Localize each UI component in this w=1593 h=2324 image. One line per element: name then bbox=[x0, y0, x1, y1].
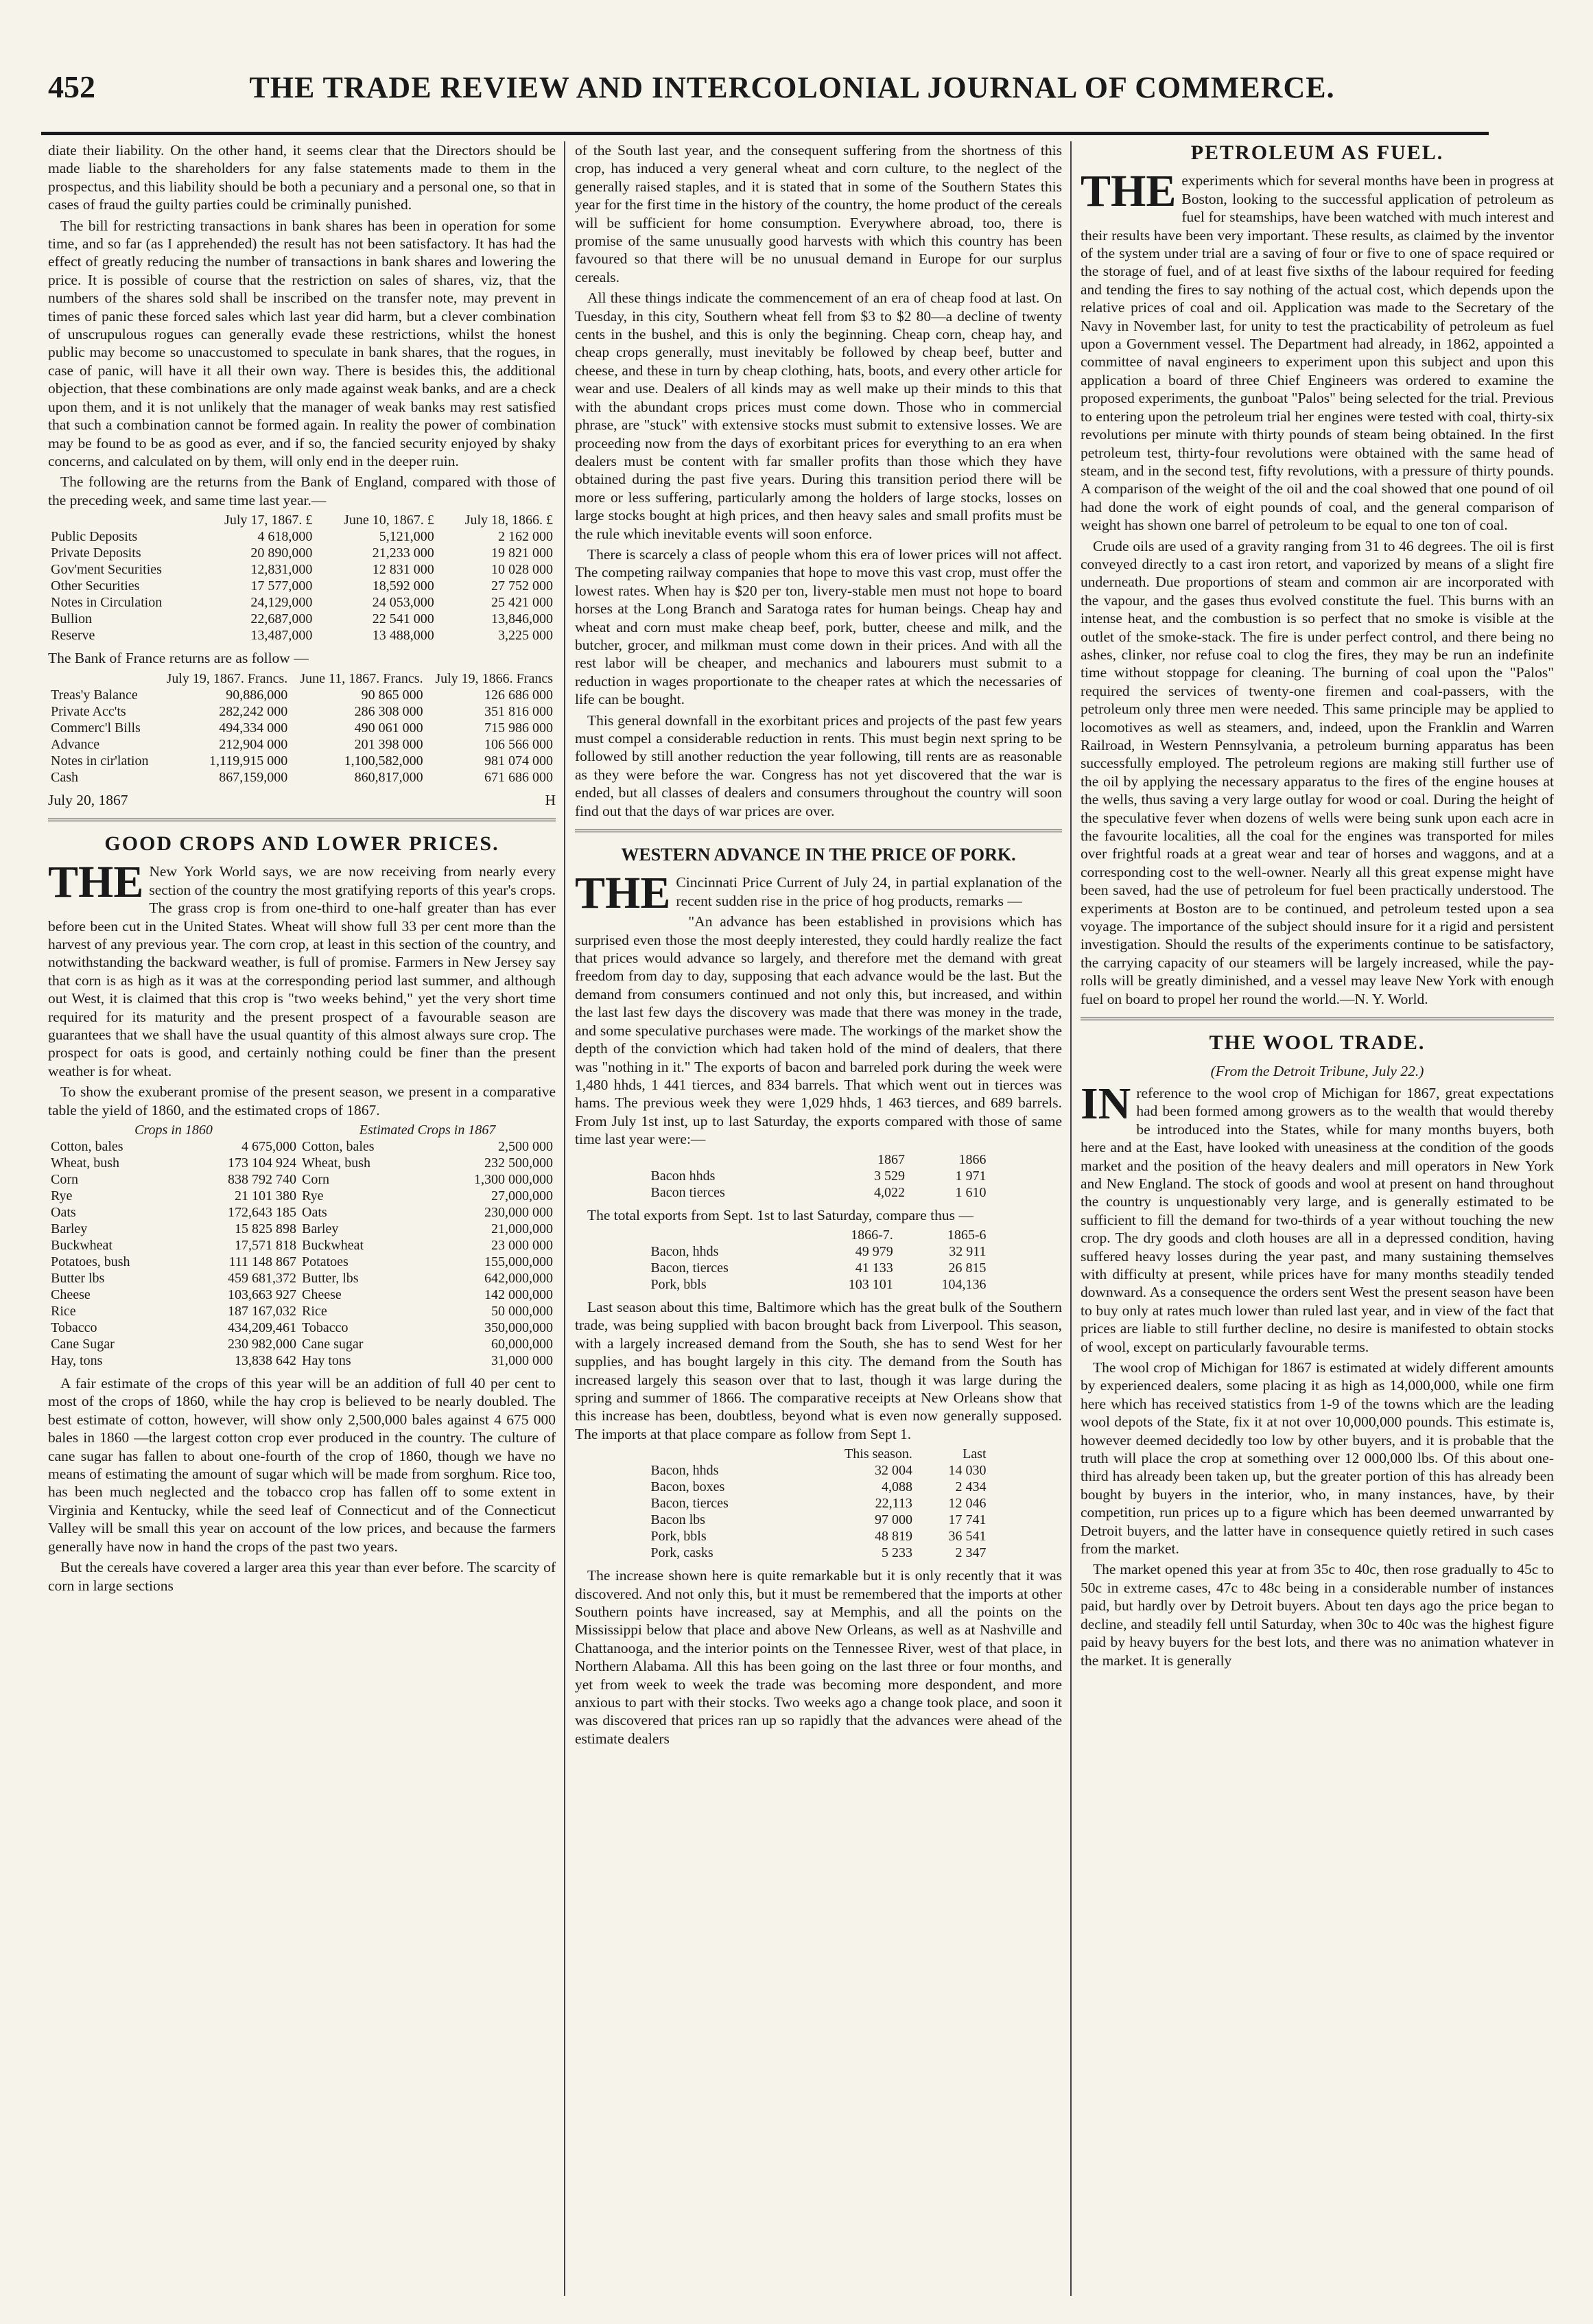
table-cell: 671 686 000 bbox=[484, 769, 553, 785]
table-cell: Private Acc'ts bbox=[51, 703, 126, 719]
bank-of-england-table bbox=[48, 512, 556, 644]
table-cell: 5 233 bbox=[881, 1545, 912, 1561]
table-row bbox=[48, 687, 556, 703]
table-cell: 3,225 000 bbox=[498, 628, 553, 644]
table-row bbox=[48, 1254, 556, 1270]
page-number: 452 bbox=[48, 69, 95, 104]
table-header: Crops in 1860 bbox=[134, 1123, 213, 1138]
table-header-row bbox=[648, 1151, 989, 1168]
table-row bbox=[48, 1204, 556, 1221]
table-cell: 12 831 000 bbox=[372, 562, 434, 578]
table-cell: Hay tons bbox=[302, 1353, 351, 1369]
table-cell: Bacon, hhds bbox=[650, 1463, 719, 1479]
table-cell: 49 979 bbox=[855, 1243, 893, 1259]
table-cell: 142 000,000 bbox=[484, 1287, 553, 1303]
table-cell: Potatoes bbox=[302, 1254, 349, 1270]
table-cell: 31,000 000 bbox=[491, 1353, 553, 1369]
table-cell: Bacon tierces bbox=[650, 1184, 725, 1200]
table-cell: 24 053,000 bbox=[372, 595, 434, 611]
table-row bbox=[48, 753, 556, 769]
table-cell: 1,119,915 000 bbox=[209, 753, 288, 768]
table-header-row bbox=[48, 670, 556, 687]
table-cell: 3 529 bbox=[873, 1168, 905, 1184]
paragraph: The following are the returns from the Bank of England, compared with those of the preceding week, and same time last year.— bbox=[48, 473, 556, 508]
table-cell: 4 618,000 bbox=[257, 529, 313, 545]
article-headline: THE WOOL TRADE. bbox=[1209, 1031, 1426, 1055]
table-row bbox=[648, 1260, 989, 1276]
table-cell: 212,904 000 bbox=[219, 736, 288, 752]
table-cell: 490 061 000 bbox=[354, 720, 423, 736]
table-cell: Other Securities bbox=[51, 578, 140, 594]
paragraph: The wool crop of Michigan for 1867 is estimated at widely different amounts by experienced dealers, some placing it as high as 14,000,000, while one firm here which has received statistics from 1-9 of the towns which are the leading wool depots of the State, fix it at not over 10,000,000 pounds. This estimate is, however deemed decidedly too low by other buyers, and it is probable that the truth will place the crop at something over 12 000,000 lbs. Of this about one-third has already been taken up, but the greater portion of this has already been bought by buyers in the interior, who, in many instances, have, by their competition, run prices up to a figure which has been deemed unwarranted by Detroit buyers, and the latter have in consequence quietly retired in such cases from the market. bbox=[1081, 1359, 1554, 1558]
table-cell: 21 101 380 bbox=[235, 1188, 297, 1204]
table-cell: 25 421 000 bbox=[491, 595, 553, 611]
table-cell: 103,663 927 bbox=[228, 1287, 297, 1303]
table-cell: 642,000,000 bbox=[484, 1271, 553, 1287]
table-cell: Pork, casks bbox=[650, 1545, 713, 1561]
table-cell: 17,571 818 bbox=[235, 1238, 297, 1254]
table-cell: Pork, bbls bbox=[650, 1529, 707, 1545]
table-row bbox=[48, 1352, 556, 1369]
table-cell: 1 971 bbox=[955, 1168, 987, 1184]
table-cell: Buckwheat bbox=[51, 1238, 113, 1254]
table-row bbox=[648, 1276, 989, 1293]
table-cell: 23 000 000 bbox=[491, 1238, 553, 1254]
paragraph: There is scarcely a class of people whom this era of lower prices will not affect. The competing railway companies that hope to move this vast crop, must offer the lowest rates. When hay is $20 per ton, livery-stable men must not hope to board horses at the Long Branch and Saratoga rates for human beings. Cheap hay and wheat and corn must make cheap beef, pork, butter, cheese and milk, and the butcher, grocer, and milkman must come down in their prices. And with all the rest labor will be cheaper, and mechanics and labourers must submit to a reduction in wages proportionate to the cheaper rates at which the necessaries of life can be bought. bbox=[575, 545, 1062, 708]
table-header: July 18, 1866. £ bbox=[464, 513, 553, 528]
table-row bbox=[48, 1287, 556, 1303]
table-cell: Barley bbox=[51, 1221, 88, 1237]
table-cell: Notes in cir'lation bbox=[51, 753, 149, 768]
table-cell: 41 133 bbox=[855, 1260, 893, 1276]
table-cell: Cash bbox=[51, 769, 78, 785]
table-cell: Reserve bbox=[51, 628, 95, 644]
table-cell: 173 104 924 bbox=[228, 1155, 297, 1171]
imports-table bbox=[648, 1446, 989, 1561]
paragraph: The bill for restricting transactions in bank shares has been in operation for some time, and so far (as I apprehended) the result has not been satisfactory. It has had the effect of greatly reducing the number of transactions in bank shares and lowering the price. It is possible of course that the restriction on sales of shares, viz, that the numbers of the shares sold shall be inscribed on the transfer note, may prevent in times of panic these forced sales which last year did harm, but a clever combination of unscrupulous rogues can generally evade these restrictions, whilst the honest public may become so unaccustomed to speculate in bank shares, that the rogues, in case of panic, will have it all their own way. There is besides this, the additional objection, that these combinations are only made against weak banks, and are a check upon them, and it is not unlikely that the manager of weak banks may rest satisfied that such a combination cannot be formed again. In reality the power of combination may be found to be as good as ever, and if so, the fancied security enjoyed by shaky concerns, and calculated on by them, will only end in the deeper ruin. bbox=[48, 217, 556, 469]
table-cell: 1 610 bbox=[955, 1184, 987, 1200]
paragraph-text: New York World says, we are now receiving from nearly every section of the country the most gratifying reports of this year's crops. The grass crop is from one-third to one-half greater than has ever before been cut in the United States. Wheat will show full 33 per cent more than the harvest of any previous year. The corn crop, at least in this section of the country, and notwithstanding the backward weather, is full of promise. Farmers in New Jersey say that corn is as high as it was at the corresponding period last summer, and although out West, it is claimed that this crop is "two weeks behind," yet the very short time required for its maturity and the present prospect of a favourable season are guarantees that we shall have the usual quantity of this almost always sure crop. The prospect for oats is good, and certainly nothing could be finer than the present weather is for wheat. bbox=[48, 863, 556, 1079]
column-1 bbox=[48, 141, 556, 2296]
table-cell: 351 816 000 bbox=[484, 703, 553, 719]
table-header: Estimated Crops in 1867 bbox=[359, 1123, 496, 1138]
table-cell: 2 162 000 bbox=[498, 529, 553, 545]
table-cell: 187 167,032 bbox=[228, 1304, 297, 1319]
table-cell: 4,022 bbox=[873, 1184, 905, 1200]
article-headline: PETROLEUM AS FUEL. bbox=[1190, 141, 1444, 164]
table-cell: 155,000,000 bbox=[484, 1254, 553, 1270]
table-cell: 27,000,000 bbox=[491, 1188, 553, 1204]
dateline: July 20, 1867 bbox=[48, 791, 128, 808]
table-cell: 48 819 bbox=[874, 1529, 912, 1545]
table-row bbox=[48, 578, 556, 594]
table-cell: 126 686 000 bbox=[484, 687, 553, 703]
table-row bbox=[48, 703, 556, 720]
table-cell: Cotton, bales bbox=[51, 1139, 123, 1155]
table-cell: 27 752 000 bbox=[491, 578, 553, 594]
table-cell: Bacon, tierces bbox=[650, 1496, 729, 1512]
table-cell: Barley bbox=[302, 1221, 339, 1237]
table-cell: 26 815 bbox=[948, 1260, 987, 1276]
drop-cap: THE bbox=[48, 857, 144, 908]
paragraph bbox=[1081, 1078, 1554, 1356]
table-cell: 111 148 867 bbox=[228, 1254, 297, 1270]
table-row bbox=[48, 1319, 556, 1336]
table-row bbox=[648, 1545, 989, 1561]
table-cell: Oats bbox=[51, 1205, 76, 1221]
paragraph-text: experiments which for several months have been in progress at Boston, looking to the successful application of petroleum as fuel for steamships, have been watched with much interest and their results have been very important. These results, as claimed by the inventor of the system under trial are a saving of four or five to one of space required or the storage of fuel, and of at least five sixths of the labour required for feeding and tending the fires to say nothing of the actual cost, which depends upon the relative prices of coal and oil. Application was made to the Secretary of the Navy in November last, for unity to test the practicability of petroleum as fuel upon a Government vessel. The Department had already, in 1862, appointed a committee of naval engineers to experiment upon this subject and upon this application a board of three Chief Engineers was ordered to examine the proposed experiments, the gunboat "Palos" being selected for the trial. Previous to entering upon the petroleum trial her engines were tested with coal, thirty-six revolutions per minute with thirty pounds of steam being obtained. In the first petroleum test, thirty-four revolutions were obtained with the same head of steam, and in the second test, fifty revolutions, with a pressure of thirty pounds. A comparison of the weight of the oil and the coal showed that one pound of oil had done the work of eight pounds of coal, and the general comparison of weight has shown one barrel of petroleum to be equal to one ton of coal. bbox=[1081, 172, 1554, 534]
table-cell: 22,687,000 bbox=[250, 611, 313, 627]
table-header: 1866-7. bbox=[851, 1227, 893, 1243]
table-cell: 36 541 bbox=[948, 1529, 987, 1545]
table-row bbox=[48, 1188, 556, 1204]
paragraph: diate their liability. On the other hand, it seems clear that the Directors should be made liable to the shareholders for any false statements made to them in the prospectus, and this liability should be both a pecuniary and a personal one, so that in cases of fraud the guilty parties could be criminally punished. bbox=[48, 142, 556, 213]
paragraph: Crude oils are used of a gravity ranging from 31 to 46 degrees. The oil is first conveyed directly to a cast iron retort, and vaporized by means of a slight fire underneath. Due proportions of steam and common air are incorporated with the vapour, and the gases thus evolved constitute the fuel. This burns with an intense heat, and the combustion is so perfect that no smoke is visible at the outlet of the smoke-stack. The fire is under perfect control, and there being no ashes, clinker, nor refuse coal to clog the fires, they may be run an indefinite time without stoppage for cleaning. The burning of coal upon the "Palos" required the services of twenty-one firemen and coal-passers, with the petroleum only three men were needed. This same principle may be applied to locomotives as well as steamers, and, indeed, upon the Franklin and Warren Railroad, in Western Pennsylvania, a petroleum burning apparatus has been successfully employed. The petroleum regions are making still further use of the oil by applying the necessary apparatus to the fires of the engine houses at the wells, thus saving a very large outlay for wood or coal. During the height of the speculative fever when dozens of wells were being sunk upon each acre in the favourite localities, all the coal for the engines was transported for miles over frightful roads at a great wear and tear of horses and waggons, and at a corresponding cost to the well-owner. Nearly all this great expense might have been saved, had the use of petroleum for fuel been practically understood. The experiments at Boston are to be continued, and petroleum tested upon a sea voyage. The importance of the subject should insure for it a rigid and persistent investigation. Should the results of the experiments continue to be satisfactory, the carrying capacity of our steamers will be largely increased, while the pay-rolls will be greatly diminished, and a vessel may leave New York with enough fuel on board to propel her round the world.—N. Y. World. bbox=[1081, 537, 1554, 1007]
table-cell: 104,136 bbox=[941, 1276, 987, 1292]
paragraph bbox=[48, 857, 556, 1080]
table-cell: 32 911 bbox=[949, 1243, 987, 1259]
table-cell: Butter lbs bbox=[51, 1271, 105, 1287]
table-cell: Bacon hhds bbox=[650, 1168, 716, 1184]
table-cell: 32 004 bbox=[874, 1463, 912, 1479]
table-cell: Wheat, bush bbox=[302, 1155, 371, 1171]
table-cell: 17 577,000 bbox=[250, 578, 313, 594]
table-cell: 286 308 000 bbox=[354, 703, 423, 719]
table-row bbox=[48, 769, 556, 786]
section-rule bbox=[48, 819, 556, 821]
table-cell: 12 046 bbox=[948, 1496, 987, 1512]
table-header bbox=[48, 512, 196, 528]
table-row bbox=[48, 1138, 556, 1155]
table-cell: 981 074 000 bbox=[484, 753, 553, 768]
table-cell: Cane sugar bbox=[302, 1337, 364, 1352]
table-row bbox=[48, 1171, 556, 1188]
table-header: Last bbox=[963, 1446, 987, 1462]
table-cell: Bacon, hhds bbox=[650, 1243, 719, 1259]
table-header bbox=[48, 670, 157, 687]
paragraph: This general downfall in the exorbitant prices and projects of the past few years must compel a considerable reduction in rents. This must begin next spring to be followed by still another reduction the year following, till rents are as reasonable as they were before the war. Congress has not yet discovered that the war is ended, but all classes of dealers and consumers throughout the country will soon find out that the days of war prices are over. bbox=[575, 712, 1062, 819]
table-cell: 15 825 898 bbox=[235, 1221, 297, 1237]
table-cell: 5,121,000 bbox=[379, 529, 434, 545]
table-cell: 434,209,461 bbox=[228, 1320, 297, 1336]
table-row bbox=[48, 1303, 556, 1319]
article-headline: GOOD CROPS AND LOWER PRICES. bbox=[104, 832, 499, 855]
table-cell: 459 681,372 bbox=[228, 1271, 297, 1287]
table-row bbox=[648, 1243, 989, 1260]
table-row bbox=[648, 1495, 989, 1512]
table-cell: 172,643 185 bbox=[228, 1205, 297, 1221]
table-cell: Rice bbox=[51, 1304, 76, 1319]
table-cell: 4,088 bbox=[881, 1479, 912, 1495]
paragraph: The market opened this year at from 35c to 40c, then rose gradually to 45c to 50c in extreme cases, 47c to 48c being in a considerable number of instances paid, but hardly over by Detroit buyers. About ten days ago the price began to decline, and steadily fell until Saturday, when 30c to 40c was the highest figure paid by heavy buyers for the best lots, and there was no animation whatever in the market. It is generally bbox=[1081, 1561, 1554, 1669]
table-cell: 2 347 bbox=[955, 1545, 987, 1561]
table-row bbox=[48, 594, 556, 611]
bank-of-france-table bbox=[48, 670, 556, 786]
table-row bbox=[48, 1237, 556, 1254]
section-rule bbox=[1081, 1018, 1554, 1020]
paragraph: Last season about this time, Baltimore which has the great bulk of the Southern trade, was being supplied with bacon brought back from Liverpool. This season, with a largely increased demand from the South, she has to send West for her supplies, and has bought largely in this city. The demand from the South has increased largely this season over that to last, though it was large during the spring and summer of 1866. The comparative receipts at New Orleans show that this increase has been, doubtless, beyond what is even now generally supposed. The imports at that place compare as follow from Sept 1. bbox=[575, 1298, 1062, 1442]
running-title: THE TRADE REVIEW AND INTERCOLONIAL JOURNAL OF COMMERCE. bbox=[249, 71, 1335, 104]
table-row bbox=[648, 1168, 989, 1184]
section-rule bbox=[575, 830, 1062, 832]
table-row bbox=[48, 1155, 556, 1171]
header-rule bbox=[41, 132, 1489, 135]
table-cell: 21,233 000 bbox=[372, 545, 434, 561]
table-header-row bbox=[48, 1122, 556, 1138]
table-cell: Advance bbox=[51, 736, 100, 752]
table-header: July 19, 1866. Francs bbox=[435, 670, 553, 686]
table-cell: Pork, bbls bbox=[650, 1276, 707, 1292]
article-headline: WESTERN ADVANCE IN THE PRICE OF PORK. bbox=[621, 845, 1016, 865]
paragraph: "An advance has been established in provisions which has surprised even those the most deeply interested, they could hardly realize the fact that prices would advance so largely, and therefore met the demand with great freedom from day to day, supposing that each advance would be the last. But the demand from consumers continued and not only this, but increased, and within the last last few days the discovery was made that there was money in the trade, and some speculative purchases were made. The workings of the market show the depth of the conviction which had taken hold of the mind of dealers, that there was "nothing in it." The exports of bacon and barreled pork during the week were 1,480 hhds, 1 441 tierces, and 834 barrels. That which went out in tierces was hams. The previous week they were 1,029 hhds, 1 463 tierces, and 689 barrels. From July 1st inst, up to last Saturday, the exports compared with those of same time last year were:— bbox=[575, 913, 1062, 1148]
table-cell: 90,886,000 bbox=[226, 687, 288, 703]
table-cell: 60,000,000 bbox=[491, 1337, 553, 1352]
table-cell: 350,000,000 bbox=[484, 1320, 553, 1336]
table-header: 1866 bbox=[958, 1151, 987, 1167]
table-cell: Treas'y Balance bbox=[51, 687, 138, 703]
table-cell: Rice bbox=[302, 1304, 327, 1319]
table-cell: Oats bbox=[302, 1205, 327, 1221]
table-cell: 715 986 000 bbox=[484, 720, 553, 736]
table-cell: 232 500,000 bbox=[484, 1155, 553, 1171]
table-header-row bbox=[648, 1446, 989, 1462]
table-cell: Corn bbox=[51, 1172, 78, 1188]
table-header-row bbox=[48, 512, 556, 528]
table-row bbox=[48, 736, 556, 753]
drop-cap: THE bbox=[575, 868, 671, 919]
table-row bbox=[48, 611, 556, 627]
table-cell: 18,592 000 bbox=[372, 578, 434, 594]
table-cell: 1,300 000,000 bbox=[474, 1172, 553, 1188]
table-header: This season. bbox=[845, 1446, 912, 1462]
table-cell: Cotton, bales bbox=[302, 1139, 375, 1155]
table-cell: 12,831,000 bbox=[250, 562, 313, 578]
table-cell: Bacon lbs bbox=[650, 1512, 705, 1528]
table-cell: Hay, tons bbox=[51, 1353, 103, 1369]
table-cell: Buckwheat bbox=[302, 1238, 364, 1254]
table-cell: 19 821 000 bbox=[491, 545, 553, 561]
paragraph: All these things indicate the commencement of an era of cheap food at last. On Tuesday, in this city, Southern wheat fell from $3 to $2 80—a decline of twenty cents in the bushel, and this is only the beginning. Cheap corn, cheap hay, and cheap crops generally, must inevitably be followed by cheap beef, butter and cheese, and these in turn by cheap clothing, hats, boots, and every other article for wear and use. Dealers of all kinds may as well make up their minds to this that with the abundant crops prices must come down. Those who in commercial phrase, are "stuck" with extensive stocks must submit to extensive losses. We are proceeding now from the days of exorbitant prices for everything to an era when dealers must be content with far smaller profits than those which they have obtained during the past five years. During this transition period there will be more or less suffering, particularly among the holders of large stocks, losses on large stocks bought at high prices, and then heavy sales and small profits must be the rule which inevitable events will soon enforce. bbox=[575, 290, 1062, 542]
table-cell: 103 101 bbox=[848, 1276, 893, 1292]
paragraph-text: Cincinnati Price Current of July 24, in partial explanation of the recent sudden rise in the price of hog products, remarks — bbox=[676, 874, 1062, 909]
table-row bbox=[648, 1462, 989, 1479]
table-header: 1865-6 bbox=[947, 1227, 987, 1243]
table-row bbox=[48, 545, 556, 561]
table-cell: 2 434 bbox=[955, 1479, 987, 1495]
table-cell: 20 890,000 bbox=[250, 545, 313, 561]
table-header-row bbox=[648, 1227, 989, 1243]
paragraph: To show the exuberant promise of the present season, we present in a comparative table the yield of 1860, and the estimated crops of 1867. bbox=[48, 1083, 556, 1118]
table-cell: 50 000,000 bbox=[491, 1304, 553, 1319]
table-cell: 838 792 740 bbox=[228, 1172, 297, 1188]
table-cell: 13,838 642 bbox=[235, 1353, 297, 1369]
paragraph: The total exports from Sept. 1st to last Saturday, compare thus — bbox=[587, 1206, 974, 1223]
table-header: 1867 bbox=[877, 1151, 905, 1167]
table-cell: Cane Sugar bbox=[51, 1337, 115, 1352]
table-header: July 17, 1867. £ bbox=[224, 513, 313, 528]
column-rule-1 bbox=[564, 141, 565, 2296]
table-cell: Corn bbox=[302, 1172, 330, 1188]
paragraph-text: reference to the wool crop of Michigan for 1867, great expectations had been formed among growers as to the wealth that would thereby be introduced into the States, while for many months buyers, both here and at the East, have looked with uneasiness at the condition of the goods market and the position of the heavy dealers and mill operators in New York and New England. The stock of goods and wool at present on hand throughout the country is unquestionably very large, and is generally estimated to be sufficient to fill the demand for two-thirds of a year without touching the new crop. The dry goods and cloth houses are all in a depressed condition, having suffered heavy losses during the year past, and many sustaining themselves with difficulty at present, while prices have for many months steadily tended downward. As a consequence the orders sent West the present season have been to buy only at rates much lower than ruled last year, and in view of the fact that prices are liable to still further decline, no desire is manifested to obtain stocks of wool, except on particularly favourable terms. bbox=[1081, 1084, 1554, 1355]
table-row bbox=[48, 627, 556, 644]
table-cell: Tobacco bbox=[302, 1320, 349, 1336]
table-cell: 97 000 bbox=[874, 1512, 912, 1528]
column-2 bbox=[575, 141, 1062, 2296]
table-row bbox=[48, 528, 556, 545]
table-cell: 13 488,000 bbox=[372, 628, 434, 644]
table-cell: 230 982,000 bbox=[228, 1337, 297, 1352]
table-cell: Rye bbox=[51, 1188, 73, 1204]
table-cell: Cheese bbox=[51, 1287, 91, 1303]
table-row bbox=[48, 561, 556, 578]
table-cell: Butter, lbs bbox=[302, 1271, 359, 1287]
table-cell: Rye bbox=[302, 1188, 324, 1204]
table-cell: Private Deposits bbox=[51, 545, 141, 561]
table-cell: Public Deposits bbox=[51, 529, 138, 545]
table-cell: 21,000,000 bbox=[491, 1221, 553, 1237]
table-cell: 24,129,000 bbox=[250, 595, 313, 611]
article-source: (From the Detroit Tribune, July 22.) bbox=[1210, 1062, 1424, 1079]
table-cell: 10 028 000 bbox=[491, 562, 553, 578]
paragraph bbox=[1081, 166, 1554, 534]
author-initial: H bbox=[545, 791, 556, 808]
paragraph: of the South last year, and the consequent suffering from the shortness of this crop, has induced a very general wheat and corn culture, to the neglect of the generally raised staples, and it is stated that in some of the Southern States this year for the first time in the history of the country, the home product of the cereals will be sufficient for home consumption. Everywhere abroad, too, there is promise of the same unusually good harvests with which this country has been favoured so that there will be no unusual demand in Europe for our surplus cereals. bbox=[575, 142, 1062, 285]
dateline-row bbox=[48, 791, 556, 809]
table-row bbox=[648, 1184, 989, 1201]
table-cell: Tobacco bbox=[51, 1320, 97, 1336]
table-cell: 90 865 000 bbox=[361, 687, 423, 703]
table-cell: 13,487,000 bbox=[250, 628, 313, 644]
table-cell: 4 675,000 bbox=[241, 1139, 297, 1155]
table-cell: 2,500 000 bbox=[498, 1139, 553, 1155]
table-cell: 860,817,000 bbox=[354, 769, 423, 785]
drop-cap: IN bbox=[1081, 1078, 1131, 1129]
table-cell: 494,334 000 bbox=[219, 720, 288, 736]
table-cell: Wheat, bush bbox=[51, 1155, 119, 1171]
table-header bbox=[648, 1227, 803, 1243]
table-cell: 13,846,000 bbox=[491, 611, 553, 627]
table-row bbox=[48, 1270, 556, 1287]
column-rule-2 bbox=[1070, 141, 1072, 2296]
paragraph: The Bank of France returns are as follow — bbox=[48, 650, 309, 667]
paragraph bbox=[575, 868, 1062, 919]
table-cell: 22 541 000 bbox=[372, 611, 434, 627]
table-cell: Potatoes, bush bbox=[51, 1254, 130, 1270]
table-row bbox=[48, 1221, 556, 1237]
table-cell: Cheese bbox=[302, 1287, 342, 1303]
paragraph: A fair estimate of the crops of this year will be an addition of full 40 per cent to most of the crops of 1860, while the hay crop is believed to be nearly doubled. The best estimate of cotton, however, will show only 2,500,000 bales against 4 675 000 bales in 1860 —the largest cotton crop ever produced in the country. The culture of cane sugar has fallen to about one-fourth of the crop of 1860, though we have no means of estimating the amount of sugar which will be made from sorghum. Rice too, has been much neglected and the tobacco crop has fallen off to some extent in Virginia and Kentucky, while the seed leaf of Connecticut and of the Connecticut Valley will be small this year on account of the low prices, and because the farmers generally have now in hand the crops of the past two years. bbox=[48, 1375, 556, 1555]
paragraph: The increase shown here is quite remarkable but it is only recently that it was discovered. And not only this, but it must be remembered that the imports at other Southern points have increased, say at Memphis, and all the points on the Mississippi below that place and above New Orleans, as well as at Nashville and Chattanooga, and the interior points on the Tennessee River, west of that place, in Northern Alabama. All this has been going on the last three or four months, and yet from week to week the trade was becoming more despondent, and more anxious to part with their stocks. Two weeks ago a change took place, and soon it was discovered that prices ran up so rapidly that the advances were ahead of the estimate dealers bbox=[575, 1567, 1062, 1747]
table-cell: 282,242 000 bbox=[219, 703, 288, 719]
table-header bbox=[648, 1151, 827, 1168]
table-row bbox=[48, 720, 556, 736]
column-3 bbox=[1081, 141, 1554, 2296]
table-header: June 10, 1867. £ bbox=[344, 513, 434, 528]
table-cell: 106 566 000 bbox=[484, 736, 553, 752]
table-cell: 1,100,582,000 bbox=[344, 753, 423, 768]
table-cell: Commerc'l Bills bbox=[51, 720, 141, 736]
table-cell: 230,000 000 bbox=[484, 1205, 553, 1221]
table-header: June 11, 1867. Francs. bbox=[300, 670, 423, 686]
crops-table bbox=[48, 1122, 556, 1369]
paragraph: But the cereals have covered a larger area this year than ever before. The scarcity of corn in large sections bbox=[48, 1559, 556, 1594]
table-cell: 201 398 000 bbox=[354, 736, 423, 752]
table-row bbox=[648, 1528, 989, 1545]
table-cell: Bacon, boxes bbox=[650, 1479, 725, 1495]
table-cell: Notes in Circulation bbox=[51, 595, 163, 611]
table-header bbox=[648, 1446, 790, 1462]
table-row bbox=[648, 1479, 989, 1495]
exports-table-2 bbox=[648, 1227, 989, 1293]
table-cell: 17 741 bbox=[948, 1512, 987, 1528]
table-cell: 867,159,000 bbox=[219, 769, 288, 785]
table-cell: Gov'ment Securities bbox=[51, 562, 162, 578]
page-header bbox=[48, 69, 1489, 110]
table-cell: 22,113 bbox=[875, 1496, 912, 1512]
exports-table-1 bbox=[648, 1151, 989, 1201]
table-row bbox=[648, 1512, 989, 1528]
drop-cap: THE bbox=[1081, 166, 1177, 217]
table-cell: Bullion bbox=[51, 611, 93, 627]
table-cell: Bacon, tierces bbox=[650, 1260, 729, 1276]
table-header: July 19, 1867. Francs. bbox=[166, 670, 288, 686]
table-cell: 14 030 bbox=[948, 1463, 987, 1479]
table-row bbox=[48, 1336, 556, 1352]
